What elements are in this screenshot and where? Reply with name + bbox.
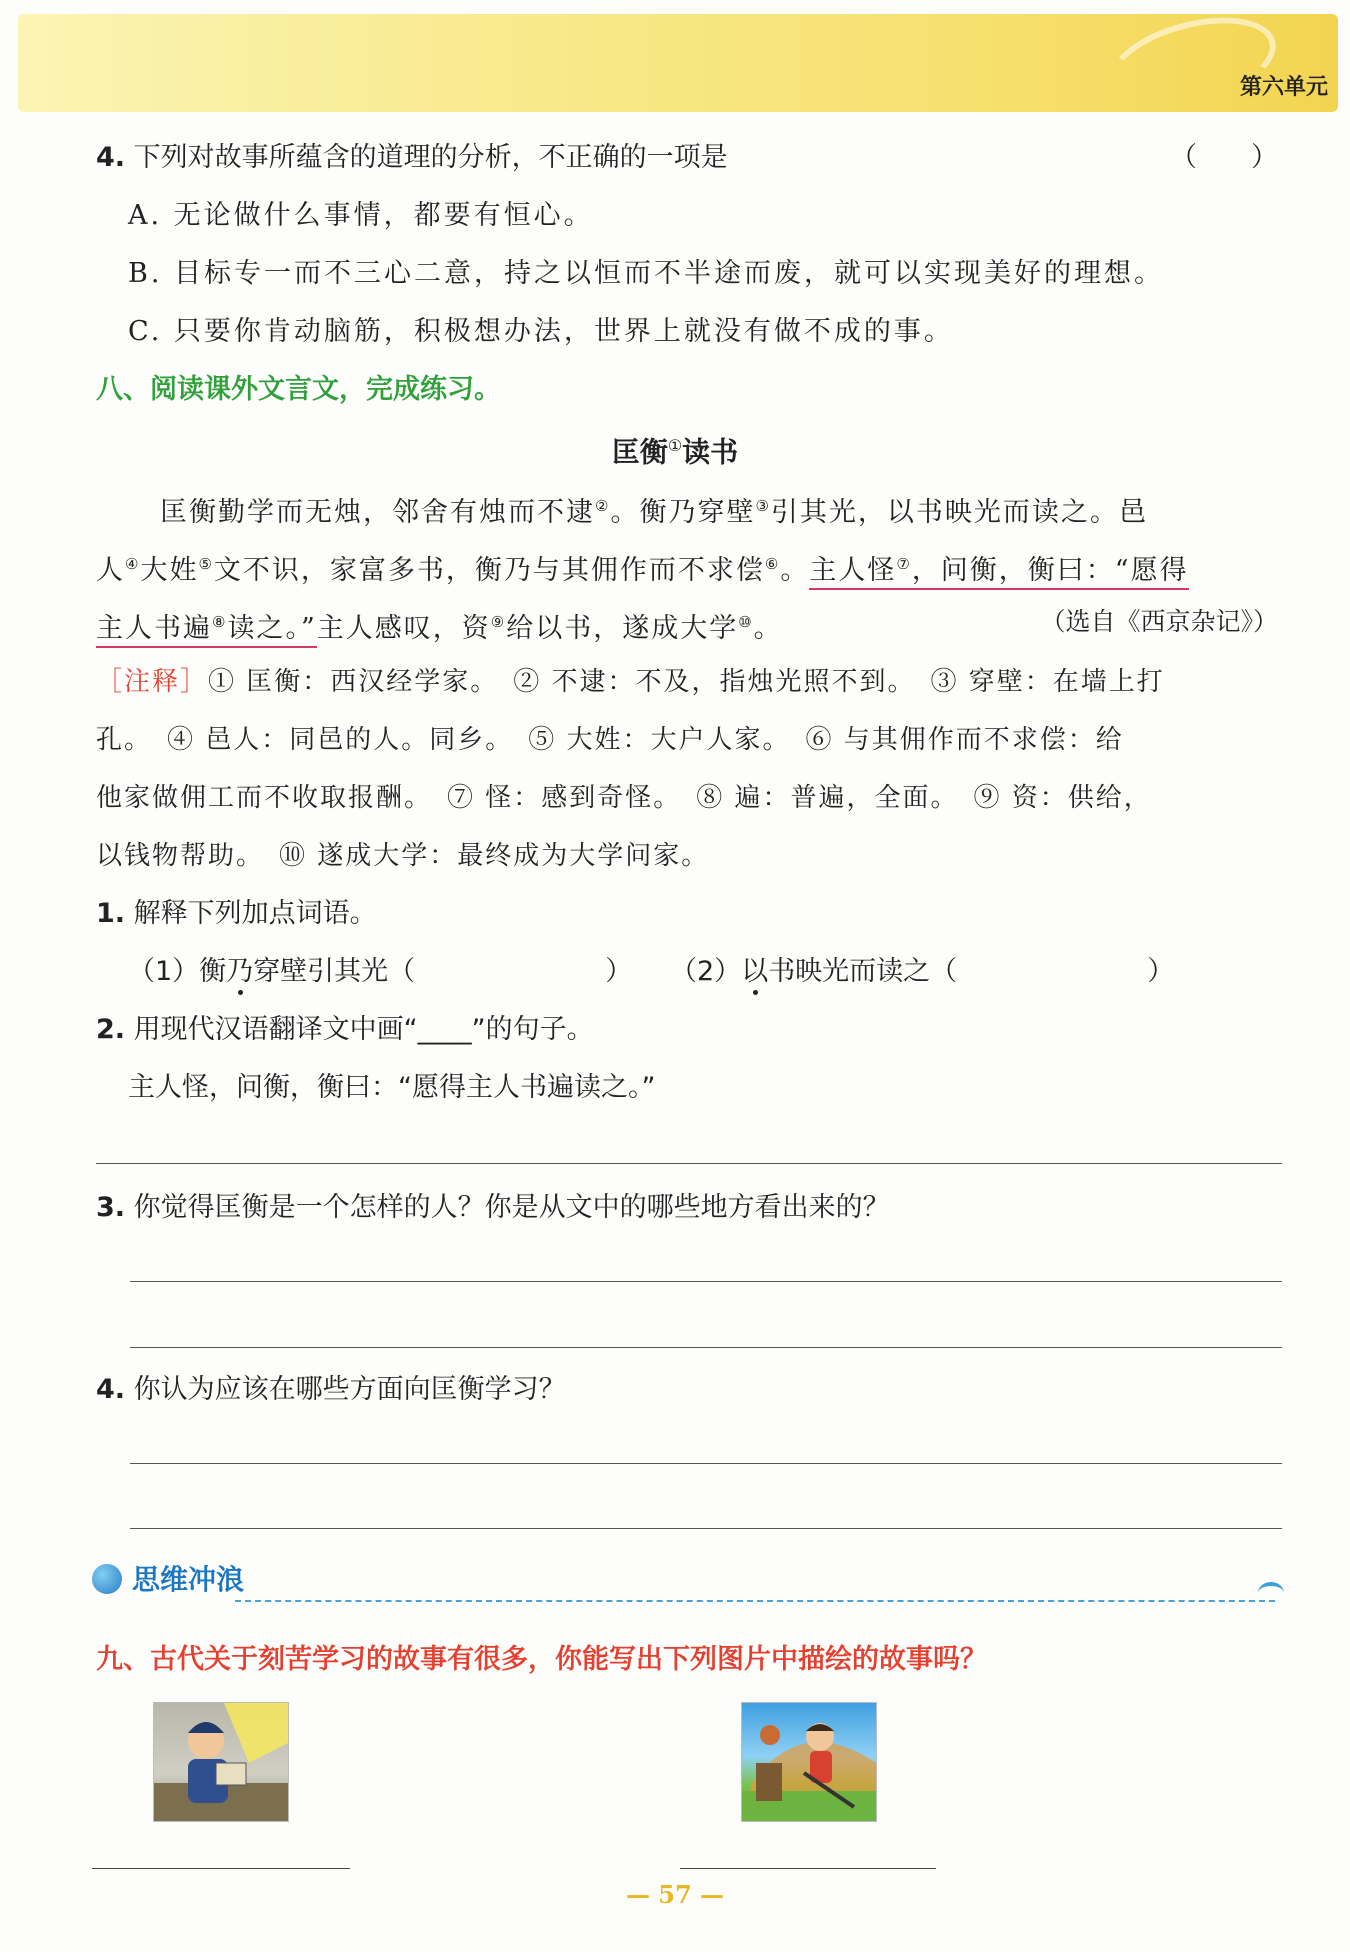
item-text: （2） xyxy=(670,956,742,987)
footnote-mark: ⑥ xyxy=(764,555,781,573)
footnote-mark: ⑧ xyxy=(212,613,228,631)
question-stem: 下列对故事所蕴含的道理的分析，不正确的一项是 xyxy=(133,142,728,173)
passage-text: 文不识，家富多书，衡乃与其佣作而不求偿 xyxy=(213,555,765,586)
option-c: C. 只要你肯动脑筋，积极想办法，世界上就没有做不成的事。 xyxy=(128,316,954,347)
title-end: 读书 xyxy=(682,435,739,469)
passage-text: 大姓 xyxy=(140,555,199,586)
header-banner xyxy=(18,14,1338,112)
notes-line-1 xyxy=(96,662,1165,702)
question-number: 4. xyxy=(96,1374,126,1405)
unit-label: 第六单元 xyxy=(1239,75,1328,100)
passage-text: ，问衡，衡曰：“愿得 xyxy=(911,555,1189,586)
banner-swoosh-decoration xyxy=(1098,1,1285,125)
passage-text: 。衡乃穿壁 xyxy=(610,497,756,528)
question-stem: 你觉得匡衡是一个怎样的人？你是从文中的哪些地方看出来的？ xyxy=(133,1192,890,1223)
passage-text: 给以书，遂成大学 xyxy=(506,613,739,644)
question-number: 4. xyxy=(96,142,126,173)
question-stem: 解释下列加点词语。 xyxy=(133,898,377,929)
option-a: A. 无论做什么事情，都要有恒心。 xyxy=(128,200,594,231)
section-9-heading: 九、古代关于刻苦学习的故事有很多，你能写出下列图片中描绘的故事吗？ xyxy=(96,1644,987,1675)
story-picture-grinding-iron-rod xyxy=(741,1702,877,1822)
passage-text: 人 xyxy=(96,555,125,586)
item-text: 穿壁引其光（ xyxy=(253,956,416,987)
question-4-prev xyxy=(96,138,728,178)
dotted-word: 以 xyxy=(741,956,769,987)
page-number: — 57 — xyxy=(625,1880,725,1909)
passage-text: 读之。” xyxy=(227,613,317,644)
answer-line[interactable] xyxy=(96,1163,1282,1164)
item-text: （1）衡 xyxy=(128,956,227,987)
underlined-sentence-part xyxy=(809,555,1188,590)
answer-line[interactable] xyxy=(680,1868,936,1869)
footnote-mark: ⑤ xyxy=(198,555,214,573)
notes-line-2: 孔。 ④ 邑人：同邑的人。同乡。 ⑤ 大姓：大户人家。 ⑥ 与其佣作而不求偿：给 xyxy=(96,725,1124,755)
passage-text: 主人感叹，资 xyxy=(316,613,491,644)
passage-text: 匡衡勤学而无烛，邻舍有烛而不逮 xyxy=(160,497,595,528)
footnote-mark: ⑩ xyxy=(738,613,754,631)
question-1-item-1 xyxy=(128,952,632,992)
thinking-surf-label: 思维冲浪 xyxy=(132,1563,245,1596)
passage-line-3 xyxy=(96,602,783,649)
question-4 xyxy=(96,1370,566,1410)
answer-bracket[interactable]: （ ） xyxy=(1170,142,1278,173)
question-3 xyxy=(96,1188,890,1228)
question-2 xyxy=(96,1010,594,1050)
notes-text: ① 匡衡：西汉经学家。 ② 不逮：不及，指烛光照不到。 ③ 穿壁：在墙上打 xyxy=(208,667,1165,697)
item-text: 书映光而读之（ xyxy=(768,956,958,987)
title-main: 匡衡 xyxy=(611,435,668,469)
answer-line[interactable] xyxy=(130,1528,1282,1529)
passage-text: 引其光，以书映光而读之。邑 xyxy=(770,497,1148,528)
question-1-item-2 xyxy=(670,952,1174,992)
swirl-icon xyxy=(92,1564,122,1594)
notes-line-3: 他家做佣工而不收取报酬。 ⑦ 怪：感到奇怪。 ⑧ 遍：普遍，全面。 ⑨ 资：供给， xyxy=(96,783,1152,813)
question-1 xyxy=(96,894,377,934)
answer-line[interactable] xyxy=(130,1347,1282,1348)
answer-line[interactable] xyxy=(130,1463,1282,1464)
dashed-divider xyxy=(235,1600,1275,1602)
item-text: ） xyxy=(605,956,633,987)
passage-text: 主人怪 xyxy=(809,555,897,586)
section-8-heading: 八、阅读课外文言文，完成练习。 xyxy=(96,374,501,405)
footnote-mark: ③ xyxy=(755,497,771,515)
option-b: B. 目标专一而不三心二意，持之以恒而不半途而废，就可以实现美好的理想。 xyxy=(128,258,1165,289)
dotted-word: 乃 xyxy=(226,956,254,987)
footnote-mark: ④ xyxy=(125,555,141,573)
passage-title xyxy=(0,426,1350,472)
passage-line-2 xyxy=(96,544,1189,591)
underlined-sentence-part xyxy=(96,613,317,648)
item-text: ） xyxy=(1147,956,1175,987)
passage-line-1 xyxy=(160,486,1148,533)
passage-text: 。 xyxy=(780,555,810,586)
footnote-mark: ⑨ xyxy=(490,613,507,631)
passage-text: 。 xyxy=(753,613,783,644)
question-number: 3. xyxy=(96,1192,126,1223)
question-stem: 你认为应该在哪些方面向匡衡学习？ xyxy=(133,1374,566,1405)
footnote-mark: ⑦ xyxy=(896,555,912,573)
story-picture-reading-by-light xyxy=(153,1702,289,1822)
question-number: 1. xyxy=(96,898,126,929)
footnote-mark: ② xyxy=(595,497,611,515)
passage-source: （选自《西京杂记》） xyxy=(1040,607,1278,636)
passage-text: 主人书遍 xyxy=(96,613,212,644)
question-number: 2. xyxy=(96,1014,126,1045)
notes-line-4: 以钱物帮助。 ⑩ 遂成大学：最终成为大学问家。 xyxy=(96,841,710,871)
wave-icon xyxy=(1258,1582,1284,1604)
question-stem: 用现代汉语翻译文中画“____”的句子。 xyxy=(133,1014,594,1045)
notes-tag: ［注释］ xyxy=(96,667,209,697)
answer-line[interactable] xyxy=(130,1281,1282,1282)
answer-line[interactable] xyxy=(92,1868,350,1869)
title-footnote-mark: ① xyxy=(667,436,683,455)
question-2-sentence: 主人怪，问衡，衡曰：“愿得主人书遍读之。” xyxy=(128,1072,656,1103)
